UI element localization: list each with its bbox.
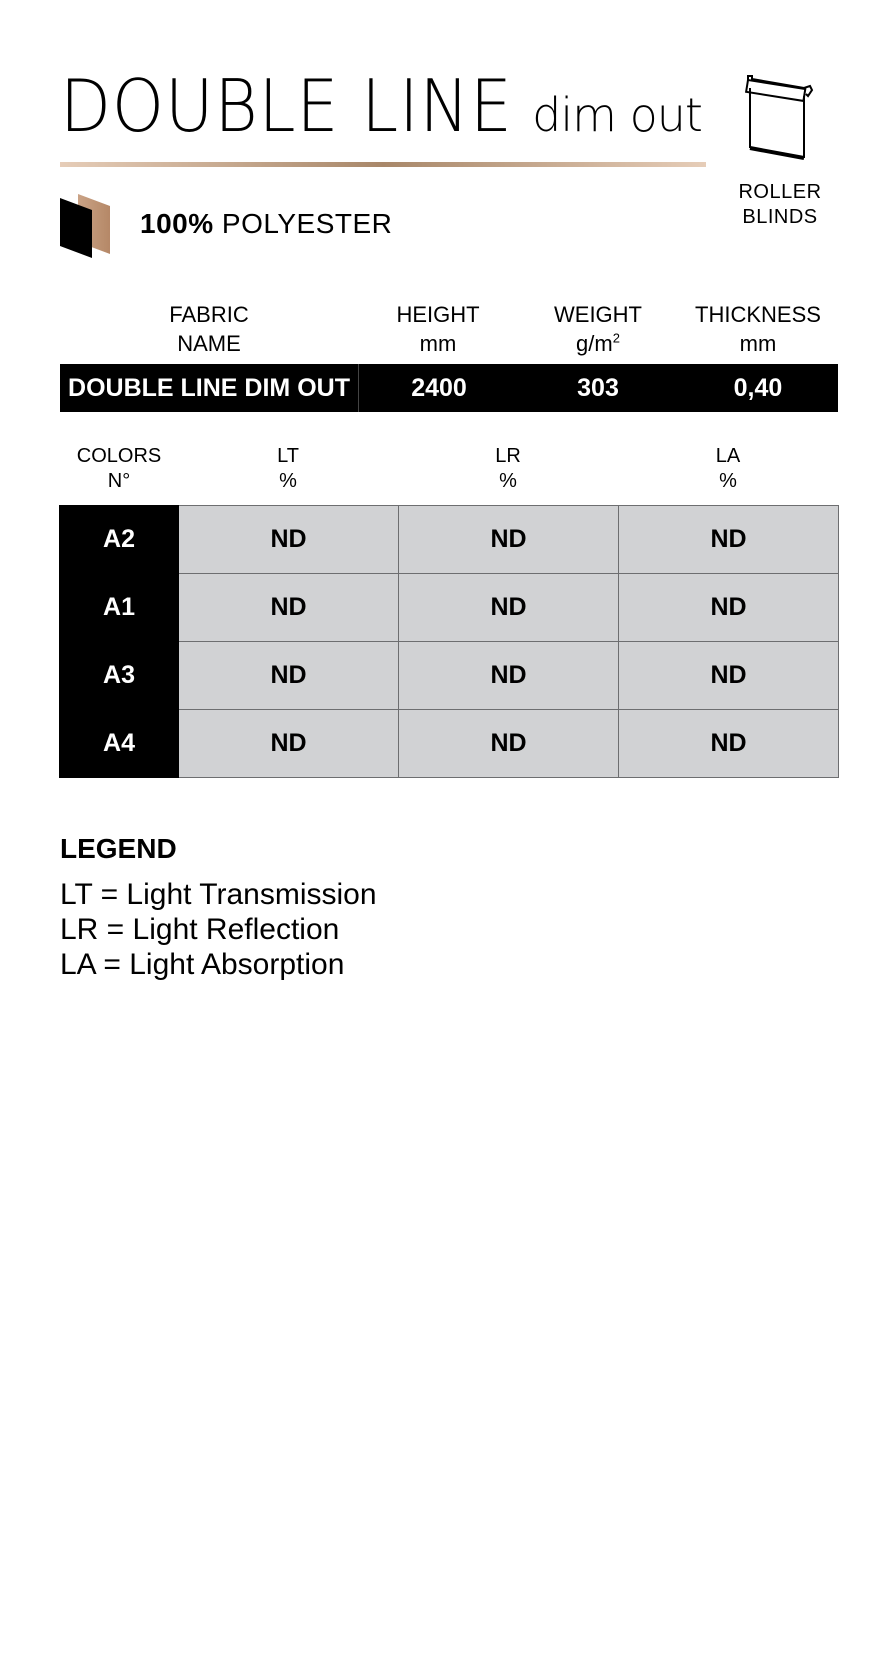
table-row [60, 506, 839, 574]
spec-header-weight-l1: WEIGHT [554, 302, 642, 327]
weight-unit-exponent: 2 [612, 330, 620, 346]
legend-item: LR = Light Reflection [60, 913, 340, 946]
legend-item: LA = Light Absorption [60, 948, 345, 981]
legend-list [60, 877, 377, 982]
spec-header-height-l1: HEIGHT [396, 302, 480, 327]
material-percent: 100% [140, 208, 214, 239]
la-value: ND [619, 710, 839, 778]
lt-value: ND [179, 710, 399, 778]
spec-header-weight [518, 300, 678, 360]
spec-header-thickness [678, 300, 838, 360]
legend-item: LT = Light Transmission [60, 878, 377, 911]
spec-thickness: 0,40 [733, 374, 783, 402]
page-title [60, 66, 702, 146]
title-divider [60, 162, 706, 167]
color-header-lt-l2: % [279, 470, 297, 492]
color-header-lt-l1: LT [277, 445, 299, 467]
table-row [60, 642, 839, 710]
spec-header-weight-l2 [518, 329, 678, 358]
title-sub: dim out [532, 88, 702, 142]
weight-unit: g/m [576, 331, 613, 356]
spec-weight: 303 [577, 374, 619, 402]
fabric-swatch-icon [60, 192, 112, 258]
color-header-la [618, 444, 838, 494]
product-type-line2: BLINDS [742, 206, 818, 228]
material-name: POLYESTER [221, 208, 393, 239]
legend-title: LEGEND [60, 833, 177, 864]
color-table [59, 505, 839, 778]
spec-header-height [358, 300, 518, 360]
table-row [60, 710, 839, 778]
color-code: A1 [60, 574, 179, 642]
spec-height: 2400 [358, 364, 519, 412]
lt-value: ND [179, 642, 399, 710]
product-type-line1: ROLLER [738, 181, 822, 203]
color-header-colors [60, 444, 178, 494]
spec-header-fabric [60, 300, 358, 360]
la-value: ND [619, 574, 839, 642]
color-header-la-l1: LA [715, 445, 741, 467]
color-code: A3 [60, 642, 179, 710]
color-header-colors-l2: N° [107, 470, 131, 492]
spec-row [60, 364, 838, 412]
lr-value: ND [399, 642, 619, 710]
color-code: A2 [60, 506, 179, 574]
lr-value: ND [399, 506, 619, 574]
roller-blind-icon [744, 74, 816, 166]
la-value: ND [619, 506, 839, 574]
spec-header-fabric-l2: NAME [177, 331, 241, 356]
color-header-lr-l1: LR [495, 445, 521, 467]
lt-value: ND [179, 506, 399, 574]
title-main: DOUBLE LINE [60, 64, 513, 148]
la-value: ND [619, 642, 839, 710]
color-header-colors-l1: COLORS [76, 445, 162, 467]
spec-header-height-l2: mm [419, 331, 457, 356]
spec-fabric-name: DOUBLE LINE DIM OUT [68, 374, 350, 402]
lr-value: ND [399, 574, 619, 642]
spec-header-thickness-l2: mm [739, 331, 777, 356]
spec-header-fabric-l1: FABRIC [169, 302, 249, 327]
color-header-lr-l2: % [499, 470, 517, 492]
color-header-lr [398, 444, 618, 494]
lr-value: ND [399, 710, 619, 778]
material-composition [140, 207, 392, 241]
spec-header-thickness-l1: THICKNESS [695, 302, 821, 327]
lt-value: ND [179, 574, 399, 642]
color-header-lt [178, 444, 398, 494]
product-type-label [726, 180, 834, 230]
table-row [60, 574, 839, 642]
color-code: A4 [60, 710, 179, 778]
color-header-la-l2: % [719, 470, 737, 492]
